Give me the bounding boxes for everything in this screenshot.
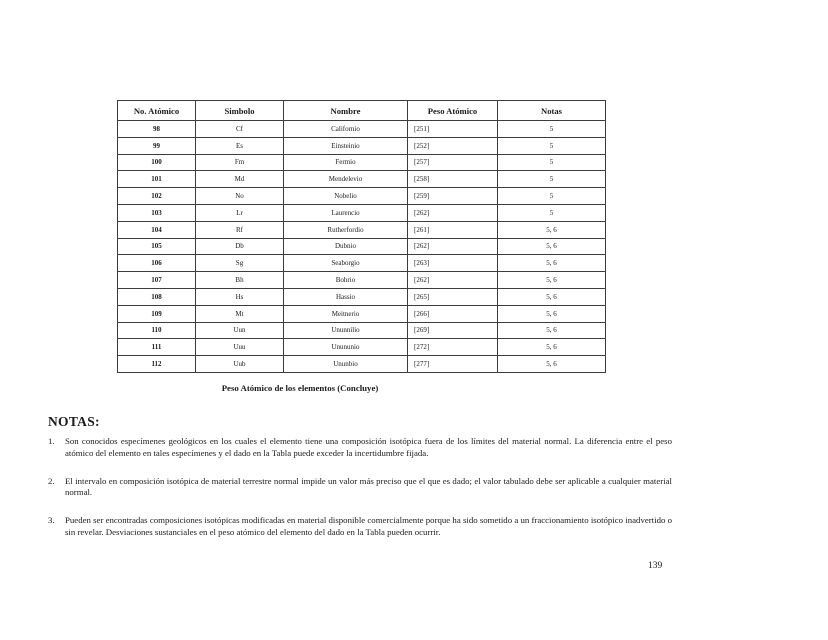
atomic-number-cell: 112 [118, 356, 196, 373]
table-header [118, 101, 606, 121]
symbol-cell: No [196, 188, 284, 205]
atomic-weight-cell: [262] [408, 238, 498, 255]
notes-heading: NOTAS: [48, 414, 100, 429]
atomic-number-cell: 99 [118, 137, 196, 154]
atomic-weight-cell: [261] [408, 221, 498, 238]
notes-cell: 5 [498, 121, 606, 138]
notes-cell: 5, 6 [498, 356, 606, 373]
atomic-weight-cell: [257] [408, 154, 498, 171]
symbol-cell: Uuu [196, 339, 284, 356]
name-cell: Unununio [284, 339, 408, 356]
atomic-weight-cell: [259] [408, 188, 498, 205]
atomic-number-cell: 107 [118, 272, 196, 289]
column-header: Peso Atómico [408, 101, 498, 121]
name-cell: Rutherfordio [284, 221, 408, 238]
symbol-cell: Cf [196, 121, 284, 138]
atomic-number-cell: 109 [118, 305, 196, 322]
name-cell: Mendelevio [284, 171, 408, 188]
notes-cell: 5, 6 [498, 322, 606, 339]
atomic-number-cell: 110 [118, 322, 196, 339]
atomic-number-cell: 108 [118, 288, 196, 305]
table-row [118, 171, 606, 188]
column-header: Nombre [284, 101, 408, 121]
column-header: No. Atómico [118, 101, 196, 121]
atomic-number-cell: 100 [118, 154, 196, 171]
note-text: Pueden ser encontradas composiciones isotópicas modificadas en material disponible comercialmente porque ha sido sometido a un fraccionamiento isotópico inadvertido o sin revelar. Desviaciones sustanciales en el peso atómico del elemento del dado en la Tabla pueden ocurrir. [65, 515, 672, 537]
table-header-row [118, 101, 606, 121]
atomic-number-cell: 101 [118, 171, 196, 188]
note-item [48, 436, 672, 459]
page-number: 139 [648, 561, 663, 571]
atomic-number-cell: 103 [118, 204, 196, 221]
atomic-weight-cell: [262] [408, 272, 498, 289]
table-caption: Peso Atómico de los elementos (Concluye) [221, 383, 379, 393]
symbol-cell: Mt [196, 305, 284, 322]
notes-cell: 5, 6 [498, 221, 606, 238]
name-cell: Ununbio [284, 356, 408, 373]
note-number: 2. [48, 475, 55, 486]
atomic-number-cell: 102 [118, 188, 196, 205]
table-row [118, 238, 606, 255]
table-row [118, 137, 606, 154]
table-row [118, 322, 606, 339]
table-body [118, 121, 606, 373]
symbol-cell: Uub [196, 356, 284, 373]
name-cell: Einsteinio [284, 137, 408, 154]
notes-cell: 5 [498, 204, 606, 221]
table-row [118, 121, 606, 138]
atomic-number-cell: 106 [118, 255, 196, 272]
notes-cell: 5 [498, 137, 606, 154]
atomic-weight-cell: [263] [408, 255, 498, 272]
symbol-cell: Db [196, 238, 284, 255]
note-number: 3. [48, 515, 55, 526]
name-cell: Bohrio [284, 272, 408, 289]
atomic-weight-cell: [272] [408, 339, 498, 356]
symbol-cell: Es [196, 137, 284, 154]
name-cell: Laurencio [284, 204, 408, 221]
name-cell: Fermio [284, 154, 408, 171]
name-cell: Meitnerio [284, 305, 408, 322]
note-item [48, 515, 672, 538]
atomic-weight-cell: [266] [408, 305, 498, 322]
notes-list [48, 436, 672, 555]
column-header: Simbolo [196, 101, 284, 121]
table-row [118, 339, 606, 356]
atomic-weight-cell: [277] [408, 356, 498, 373]
symbol-cell: Md [196, 171, 284, 188]
symbol-cell: Uun [196, 322, 284, 339]
table-row [118, 255, 606, 272]
table-row [118, 204, 606, 221]
notes-cell: 5, 6 [498, 305, 606, 322]
notes-cell: 5 [498, 154, 606, 171]
table-row [118, 154, 606, 171]
notes-cell: 5, 6 [498, 255, 606, 272]
atomic-number-cell: 105 [118, 238, 196, 255]
name-cell: Dubnio [284, 238, 408, 255]
symbol-cell: Lr [196, 204, 284, 221]
table-row [118, 288, 606, 305]
notes-cell: 5 [498, 171, 606, 188]
atomic-weight-cell: [252] [408, 137, 498, 154]
name-cell: Seaborgio [284, 255, 408, 272]
name-cell: Nobelio [284, 188, 408, 205]
table-row [118, 188, 606, 205]
notes-cell: 5, 6 [498, 272, 606, 289]
symbol-cell: Hs [196, 288, 284, 305]
notes-cell: 5, 6 [498, 238, 606, 255]
notes-cell: 5, 6 [498, 339, 606, 356]
table-row [118, 221, 606, 238]
symbol-cell: Sg [196, 255, 284, 272]
table-row [118, 305, 606, 322]
table-row [118, 356, 606, 373]
note-text: Son conocidos especímenes geológicos en los cuales el elemento tiene una composición isotópica fuera de los límites del material normal. La diferencia entre el peso atómico del elemento en tales especímenes y el dado en la Tabla puede exceder la incertidumbre fijada. [65, 436, 672, 458]
atomic-weight-cell: [262] [408, 204, 498, 221]
atomic-weight-cell: [265] [408, 288, 498, 305]
atomic-number-cell: 111 [118, 339, 196, 356]
elements-table [117, 100, 606, 373]
note-item [48, 476, 672, 499]
symbol-cell: Rf [196, 221, 284, 238]
name-cell: Californio [284, 121, 408, 138]
notes-cell: 5 [498, 188, 606, 205]
name-cell: Hassio [284, 288, 408, 305]
symbol-cell: Fm [196, 154, 284, 171]
symbol-cell: Bh [196, 272, 284, 289]
column-header: Notas [498, 101, 606, 121]
atomic-weight-cell: [251] [408, 121, 498, 138]
atomic-number-cell: 104 [118, 221, 196, 238]
notes-cell: 5, 6 [498, 288, 606, 305]
atomic-weight-cell: [269] [408, 322, 498, 339]
note-number: 1. [48, 436, 55, 446]
atomic-number-cell: 98 [118, 121, 196, 138]
atomic-weight-cell: [258] [408, 171, 498, 188]
table-row [118, 272, 606, 289]
name-cell: Ununnilio [284, 322, 408, 339]
note-text: El intervalo en composición isotópica de material terrestre normal impide un valor más preciso que el que es dado; el valor tabulado debe ser aplicable a cualquier material normal. [65, 475, 672, 498]
